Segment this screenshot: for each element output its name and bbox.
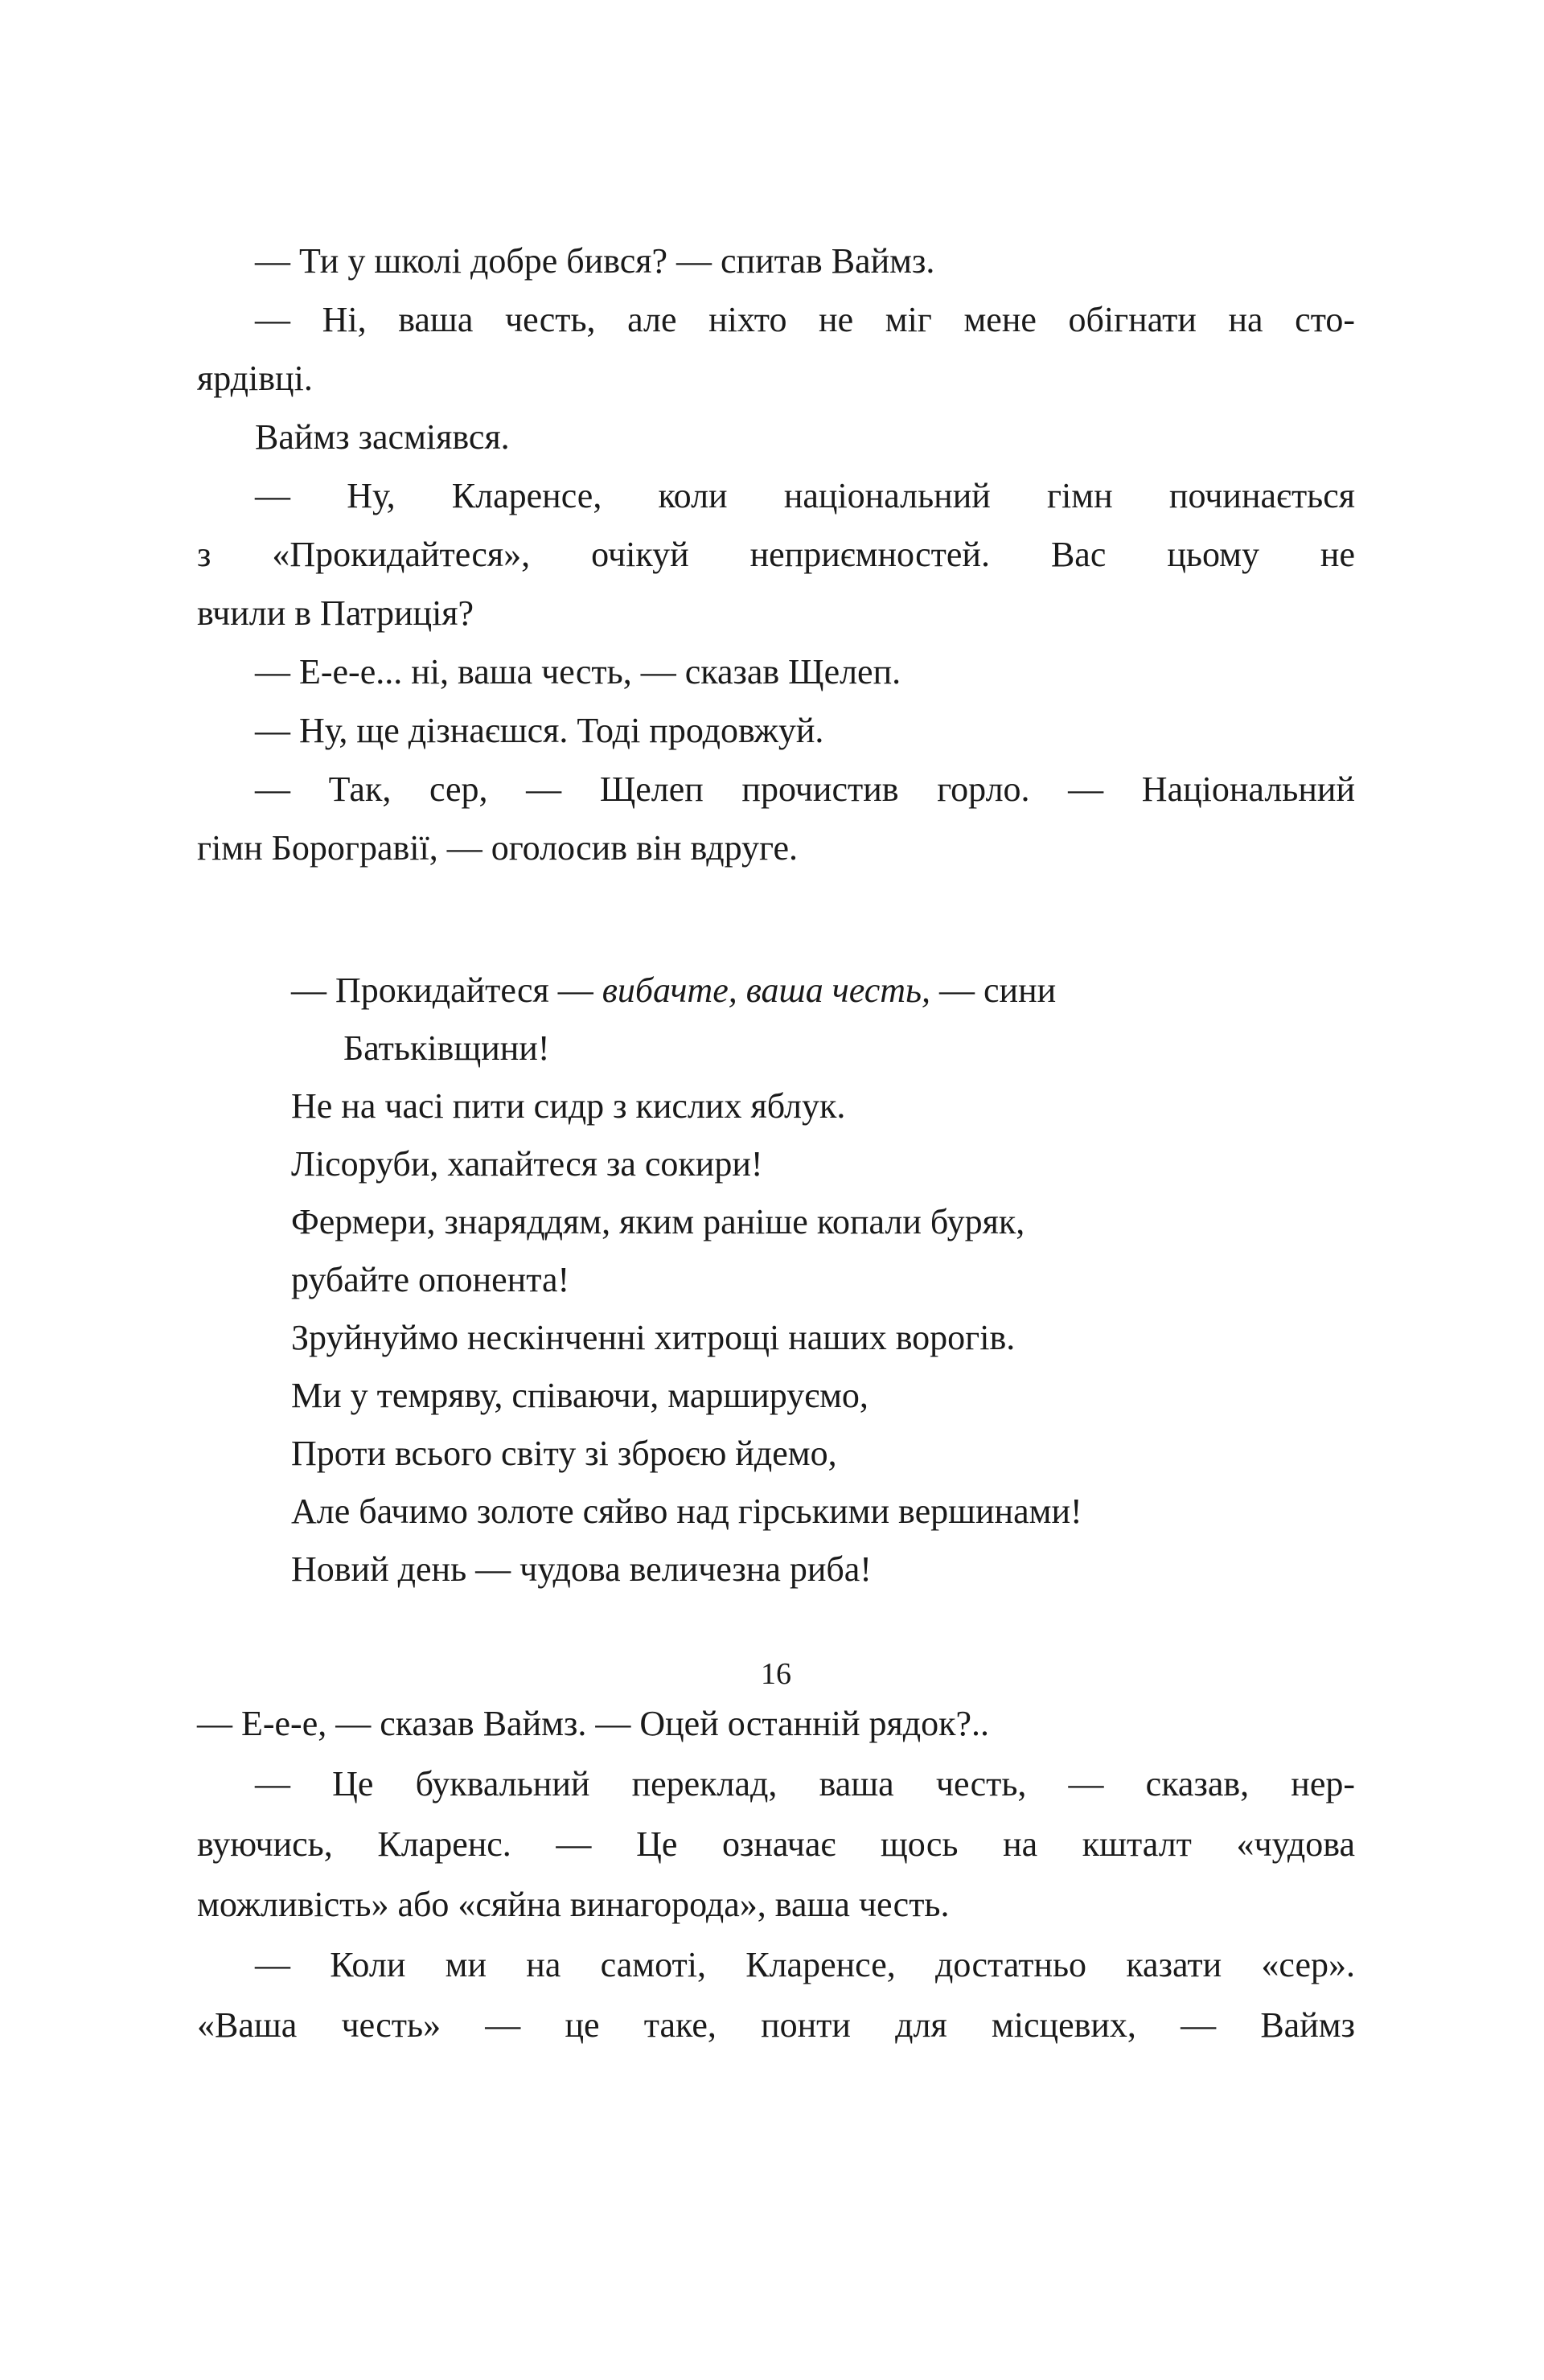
verse-line (291, 962, 1278, 1020)
verse-line: Зруйнуймо нескінченні хитрощі наших ворогів. (291, 1318, 1016, 1357)
text-line: — Ти у школі добре бився? — спитав Ваймз. (255, 241, 935, 281)
verse-line-start (291, 962, 1056, 1020)
text-line: — Е-е-е, — сказав Ваймз. — Оцей останній рядок?.. (197, 1704, 990, 1743)
text-line: — Коли ми на самоті, Кларенсе, достатньо казати «сер». (255, 1945, 1355, 1984)
text-line: вчили в Патриція? (197, 593, 474, 633)
page-number: 16 (761, 1657, 791, 1691)
verse-text: — Прокидайтеся — (291, 970, 602, 1010)
verse-line: Проти всього світу зі зброєю йдемо, (291, 1434, 837, 1473)
anthem-verse (291, 962, 1337, 1598)
text-line: — Це буквальний переклад, ваша честь, — сказав, нер- (255, 1764, 1355, 1803)
text-line: — Так, сер, — Щелеп прочистив горло. — Національний (255, 769, 1355, 809)
text-block-dialogue-2 (197, 1693, 1355, 2055)
text-line: ярдівці. (197, 359, 313, 398)
text-line: гімн Борогравії, — оголосив він вдруге. (197, 828, 799, 868)
text-line: «Ваша честь» — це таке, понти для місцевих, — Ваймз (197, 2005, 1355, 2045)
text-line: вуючись, Кларенс. — Це означає щось на кшталт «чудова (197, 1824, 1355, 1864)
verse-lines (291, 1077, 1337, 1598)
text-line: — Е-е-е... ні, ваша честь, — сказав Щелеп. (255, 652, 901, 691)
verse-text: — сини (930, 970, 1057, 1010)
verse-line: Ми у темряву, співаючи, маршируємо, (291, 1376, 868, 1415)
verse-line: Новий день — чудова величезна риба! (291, 1549, 872, 1589)
text-line: з «Прокидайтеся», очікуй неприємностей. Вас цьому не (197, 535, 1355, 574)
text-line: Ваймз засміявся. (255, 417, 510, 457)
text-line: — Ні, ваша честь, але ніхто не міг мене обігнати на сто- (255, 300, 1355, 339)
verse-line: рубайте опонента! (291, 1260, 570, 1299)
text-line: — Ну, Кларенсе, коли національний гімн починається (255, 476, 1355, 515)
verse-italic-aside: вибачте, ваша честь, (602, 970, 931, 1010)
text-block-dialogue-1 (197, 232, 1355, 877)
text-line: можливість» або «сяйна винагорода», ваша честь. (197, 1885, 950, 1924)
verse-line-continuation: Батьківщини! (343, 1028, 550, 1068)
verse-line: Лісоруби, хапайтеся за сокири! (291, 1144, 763, 1184)
verse-line: Але бачимо золоте сяйво над гірськими вершинами! (291, 1492, 1082, 1531)
verse-line: Фермери, знаряддям, яким раніше копали буряк, (291, 1202, 1025, 1241)
text-line: — Ну, ще дізнаєшся. Тоді продовжуй. (255, 711, 824, 750)
verse-line: Не на часі пити сидр з кислих яблук. (291, 1086, 846, 1126)
